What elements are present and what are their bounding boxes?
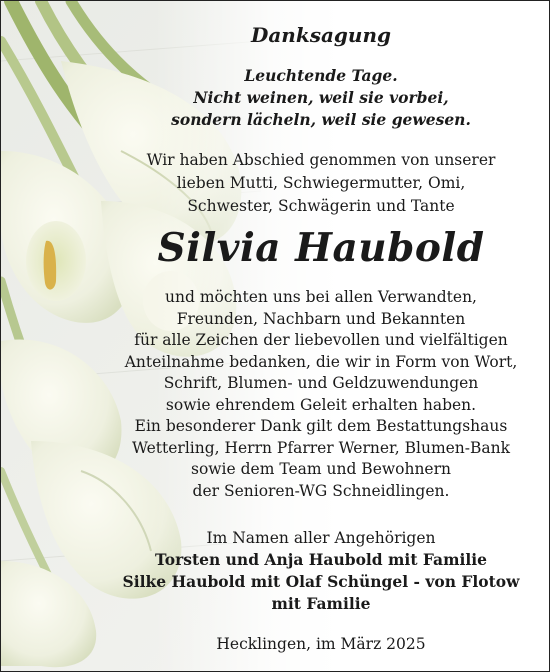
thanks-text xyxy=(93,287,549,502)
thanks-line: und möchten uns bei allen Verwandten, xyxy=(165,288,477,306)
motto-line: Nicht weinen, weil sie vorbei, xyxy=(193,88,449,107)
thanks-line: Anteilnahme bedanken, die wir in Form von Wort, xyxy=(124,352,518,371)
thanks-line: Ein besonderer Dank gilt dem Bestattungshaus xyxy=(134,417,508,435)
motto-line: sondern lächeln, weil sie gewesen. xyxy=(171,110,471,129)
thanks-line: für alle Zeichen der liebevollen und vielfältigen xyxy=(134,331,508,349)
place-date-text: Hecklingen, im März 2025 xyxy=(216,635,426,653)
signers-block xyxy=(93,527,549,615)
heading: Danksagung xyxy=(251,23,391,47)
intro-line: lieben Mutti, Schwiegermutter, Omi, xyxy=(176,174,466,192)
intro-line: Wir haben Abschied genommen von unserer xyxy=(146,151,496,169)
signer-line: mit Familie xyxy=(271,594,371,613)
signer-line: Torsten und Anja Haubold mit Familie xyxy=(154,550,488,569)
motto xyxy=(93,65,549,131)
signers-intro: Im Namen aller Angehörigen xyxy=(206,529,436,547)
thanks-line: Freunden, Nachbarn und Bekannten xyxy=(176,309,466,328)
thanks-line: der Senioren-WG Schneidlingen. xyxy=(192,481,450,500)
deceased-name: Silvia Haubold xyxy=(157,225,485,271)
signer-line: Silke Haubold mit Olaf Schüngel - von Flotow xyxy=(122,572,520,591)
thanks-line: sowie ehrendem Geleit erhalten haben. xyxy=(165,395,477,414)
place-date xyxy=(93,635,549,653)
intro-line: Schwester, Schwägerin und Tante xyxy=(187,197,455,215)
intro-text xyxy=(93,149,549,218)
motto-line: Leuchtende Tage. xyxy=(244,66,398,85)
thanks-line: sowie dem Team und Bewohnern xyxy=(190,460,451,478)
thanks-line: Wetterling, Herrn Pfarrer Werner, Blumen-Bank xyxy=(131,438,511,457)
thanks-line: Schrift, Blumen- und Geldzuwendungen xyxy=(163,374,479,392)
